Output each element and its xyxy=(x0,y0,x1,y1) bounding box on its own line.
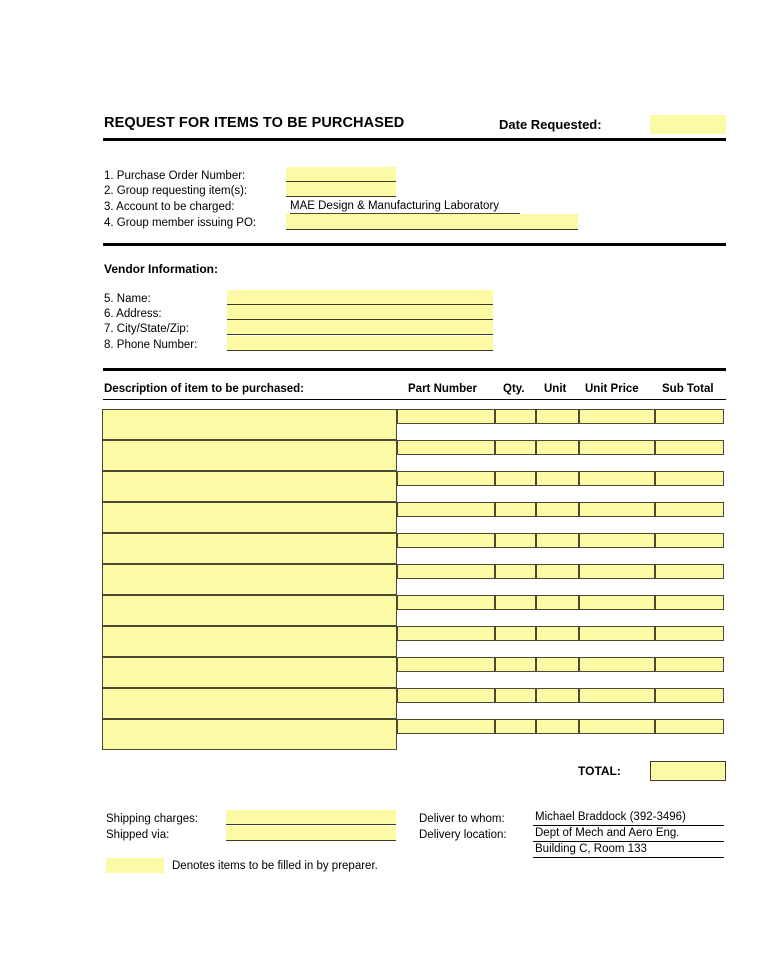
shipping-charges-input[interactable] xyxy=(226,810,396,825)
field-label-account-to-be-charged: 3. Account to be charged: xyxy=(104,201,235,213)
table-row xyxy=(102,533,724,564)
section-divider-request xyxy=(103,243,726,246)
table-row xyxy=(102,595,724,626)
item-sub-total-input[interactable] xyxy=(655,719,724,734)
purchase-order-number-input[interactable] xyxy=(286,167,396,182)
page-title: REQUEST FOR ITEMS TO BE PURCHASED xyxy=(104,115,405,131)
item-description-input[interactable] xyxy=(102,595,397,626)
total-label: TOTAL: xyxy=(578,764,621,778)
table-row xyxy=(102,502,724,533)
column-header-description: Description of item to be purchased: xyxy=(104,383,304,395)
field-label-vendor-city-state-zip: 7. City/State/Zip: xyxy=(104,323,190,335)
column-header-sub-total: Sub Total xyxy=(662,383,714,395)
item-part-number-input[interactable] xyxy=(397,657,495,672)
field-label-purchase-order-number: 1. Purchase Order Number: xyxy=(104,170,246,182)
item-qty-input[interactable] xyxy=(495,688,536,703)
vendor-address-input[interactable] xyxy=(227,305,493,320)
item-part-number-input[interactable] xyxy=(397,626,495,641)
item-part-number-input[interactable] xyxy=(397,533,495,548)
item-qty-input[interactable] xyxy=(495,409,536,424)
table-row xyxy=(102,440,724,471)
items-table-header xyxy=(103,383,726,403)
item-part-number-input[interactable] xyxy=(397,471,495,486)
section-divider-vendor xyxy=(103,368,726,371)
item-sub-total-input[interactable] xyxy=(655,564,724,579)
item-description-input[interactable] xyxy=(102,657,397,688)
item-unit-price-input[interactable] xyxy=(579,595,655,610)
table-row xyxy=(102,688,724,719)
items-table-header-rule xyxy=(103,399,726,400)
items-table-body xyxy=(102,409,724,750)
item-qty-input[interactable] xyxy=(495,440,536,455)
item-unit-price-input[interactable] xyxy=(579,471,655,486)
item-unit-price-input[interactable] xyxy=(579,719,655,734)
item-unit-input[interactable] xyxy=(536,502,579,517)
vendor-name-input[interactable] xyxy=(227,290,493,305)
item-sub-total-input[interactable] xyxy=(655,595,724,610)
item-description-input[interactable] xyxy=(102,502,397,533)
item-sub-total-input[interactable] xyxy=(655,502,724,517)
item-unit-price-input[interactable] xyxy=(579,409,655,424)
group-member-issuing-po-input[interactable] xyxy=(286,214,578,230)
field-label-delivery-location: Delivery location: xyxy=(419,829,507,841)
table-row xyxy=(102,719,724,750)
table-row xyxy=(102,471,724,502)
field-label-shipped-via: Shipped via: xyxy=(106,829,170,841)
item-part-number-input[interactable] xyxy=(397,440,495,455)
delivery-location-value-line2: Building C, Room 133 xyxy=(533,842,724,858)
field-label-vendor-phone-number: 8. Phone Number: xyxy=(104,339,198,351)
column-header-unit: Unit xyxy=(544,383,567,395)
item-unit-input[interactable] xyxy=(536,564,579,579)
table-row xyxy=(102,564,724,595)
item-unit-input[interactable] xyxy=(536,595,579,610)
item-sub-total-input[interactable] xyxy=(655,533,724,548)
item-unit-price-input[interactable] xyxy=(579,440,655,455)
group-requesting-items-input[interactable] xyxy=(286,182,396,197)
legend-text: Denotes items to be filled in by preparer. xyxy=(172,860,378,872)
field-label-vendor-address: 6. Address: xyxy=(104,308,162,320)
item-unit-input[interactable] xyxy=(536,440,579,455)
field-label-deliver-to-whom: Deliver to whom: xyxy=(419,813,505,825)
item-qty-input[interactable] xyxy=(495,657,536,672)
vendor-phone-number-input[interactable] xyxy=(227,336,493,351)
item-unit-price-input[interactable] xyxy=(579,533,655,548)
item-unit-price-input[interactable] xyxy=(579,564,655,579)
item-qty-input[interactable] xyxy=(495,719,536,734)
item-description-input[interactable] xyxy=(102,626,397,657)
column-header-qty: Qty. xyxy=(503,383,525,395)
table-row xyxy=(102,626,724,657)
item-sub-total-input[interactable] xyxy=(655,626,724,641)
item-unit-input[interactable] xyxy=(536,626,579,641)
field-label-shipping-charges: Shipping charges: xyxy=(106,813,199,825)
item-description-input[interactable] xyxy=(102,564,397,595)
item-qty-input[interactable] xyxy=(495,564,536,579)
item-description-input[interactable] xyxy=(102,409,397,440)
item-part-number-input[interactable] xyxy=(397,409,495,424)
field-label-group-requesting-items: 2. Group requesting item(s): xyxy=(104,185,248,197)
item-qty-input[interactable] xyxy=(495,533,536,548)
item-description-input[interactable] xyxy=(102,533,397,564)
date-requested-input[interactable] xyxy=(650,115,726,134)
item-unit-price-input[interactable] xyxy=(579,688,655,703)
shipped-via-input[interactable] xyxy=(226,826,396,841)
item-part-number-input[interactable] xyxy=(397,719,495,734)
item-unit-input[interactable] xyxy=(536,471,579,486)
item-unit-input[interactable] xyxy=(536,409,579,424)
item-sub-total-input[interactable] xyxy=(655,440,724,455)
item-part-number-input[interactable] xyxy=(397,688,495,703)
item-unit-price-input[interactable] xyxy=(579,626,655,641)
account-to-be-charged-value: MAE Design & Manufacturing Laboratory xyxy=(290,199,520,214)
item-description-input[interactable] xyxy=(102,471,397,502)
delivery-location-value: Dept of Mech and Aero Eng. xyxy=(533,826,724,842)
total-input[interactable] xyxy=(650,761,726,781)
item-sub-total-input[interactable] xyxy=(655,657,724,672)
item-part-number-input[interactable] xyxy=(397,564,495,579)
title-divider xyxy=(103,138,726,141)
legend-color-swatch xyxy=(106,858,164,873)
item-unit-input[interactable] xyxy=(536,688,579,703)
item-qty-input[interactable] xyxy=(495,471,536,486)
field-label-vendor-name: 5. Name: xyxy=(104,293,151,305)
item-unit-input[interactable] xyxy=(536,719,579,734)
vendor-section-heading: Vendor Information: xyxy=(104,262,218,276)
item-qty-input[interactable] xyxy=(495,595,536,610)
item-qty-input[interactable] xyxy=(495,502,536,517)
item-part-number-input[interactable] xyxy=(397,595,495,610)
item-part-number-input[interactable] xyxy=(397,502,495,517)
vendor-city-state-zip-input[interactable] xyxy=(227,320,493,335)
item-description-input[interactable] xyxy=(102,688,397,719)
item-unit-input[interactable] xyxy=(536,533,579,548)
item-description-input[interactable] xyxy=(102,440,397,471)
item-sub-total-input[interactable] xyxy=(655,471,724,486)
item-qty-input[interactable] xyxy=(495,626,536,641)
item-sub-total-input[interactable] xyxy=(655,409,724,424)
item-unit-price-input[interactable] xyxy=(579,502,655,517)
table-row xyxy=(102,657,724,688)
field-label-group-member-issuing-po: 4. Group member issuing PO: xyxy=(104,217,257,229)
column-header-unit-price: Unit Price xyxy=(585,383,639,395)
item-unit-input[interactable] xyxy=(536,657,579,672)
item-sub-total-input[interactable] xyxy=(655,688,724,703)
column-header-part-number: Part Number xyxy=(408,383,478,395)
item-unit-price-input[interactable] xyxy=(579,657,655,672)
table-row xyxy=(102,409,724,440)
item-description-input[interactable] xyxy=(102,719,397,750)
deliver-to-whom-value: Michael Braddock (392-3496) xyxy=(533,810,724,826)
date-requested-label: Date Requested: xyxy=(499,117,602,132)
